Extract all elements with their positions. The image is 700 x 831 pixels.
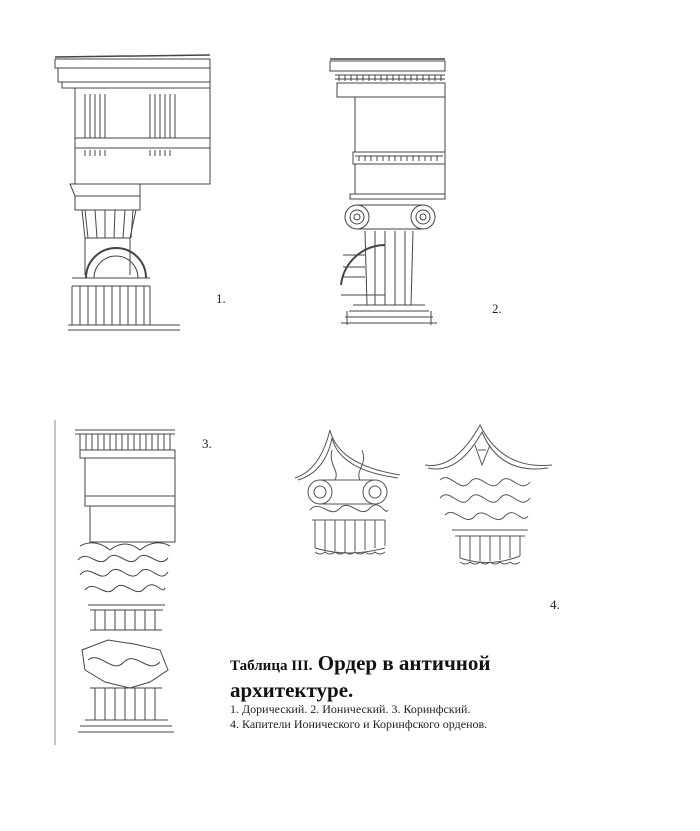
doric-order-drawing [50,50,215,335]
capitals-drawing [290,420,560,590]
corinthian-order-drawing [50,420,185,745]
ionic-order-drawing [325,55,450,330]
figure-number-4: 4. [550,597,560,612]
caption-label: Таблица III. [230,658,313,674]
caption-line-2: 4. Капители Ионического и Коринфского орденов. [230,717,488,731]
caption-title-part2: архитектуре. [230,678,354,702]
figure-number-3: 3. [202,436,212,451]
caption-line-1: 1. Дорический. 2. Ионический. 3. Коринфский. [230,702,471,716]
figure-number-2: 2. [492,301,502,316]
caption-title [230,651,670,678]
caption-title-part1: Ордер в античной [317,651,491,675]
figure-number-1: 1. [216,291,226,306]
plate-caption [230,651,670,732]
